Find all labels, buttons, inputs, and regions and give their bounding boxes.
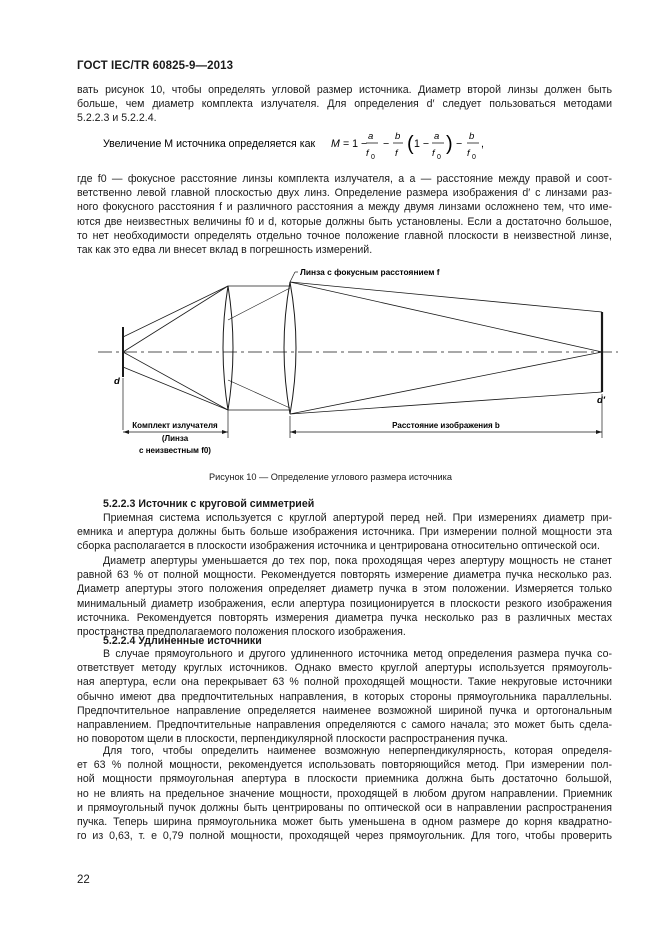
formula-f0: f [366, 148, 369, 159]
text-line: пространства предполагаемого положения плоского изображения. [77, 626, 406, 639]
formula-f0-sub-3: 0 [472, 154, 476, 161]
emitter-label-1: Комплект излучателя [132, 421, 218, 430]
text-line: направлением. Предпочтительные направления определяются с самого начала; это может быть сдела- [77, 719, 612, 732]
formula-f0-3: f [467, 148, 470, 159]
formula-f: f [395, 148, 398, 159]
paragraph-intro [77, 83, 612, 126]
text-line: Для того, чтобы определить наименее возможную неперпендикулярность, которая определя- [103, 745, 612, 757]
text-line: больше, чем диаметр комплекта излучателя. Для определения d′ следует пользоваться методами [77, 98, 612, 111]
formula-f0-sub: 0 [371, 154, 375, 161]
text-line: то нет необходимости определять отдельно точное положение главной плоскости в неизвестной линзе, [77, 229, 612, 242]
text-line: вать рисунок 10, чтобы определять угловой размер источника. Диаметр второй линзы должен быть [77, 84, 612, 96]
paragraph-elongated-1 [77, 647, 612, 746]
figure-caption: Рисунок 10 — Определение углового размера источника [209, 472, 452, 482]
text-line: где f0 — фокусное расстояние линзы комплекта излучателя, а a — расстояние между правой и соот- [77, 173, 612, 185]
formula-one-minus: 1 − [414, 138, 430, 150]
magnification-formula [103, 126, 623, 168]
text-line: обычно имеют два предпочтительных направления, в которых стороны прямоугольника параллельны. [77, 690, 612, 703]
text-line: 5.2.2.3 и 5.2.2.4. [77, 112, 157, 125]
formula-eq: = 1 − [343, 138, 368, 150]
paragraph-elongated-2 [77, 744, 612, 843]
text-line: равной 63 % от полной мощности. Рекомендуется повторять измерение диаметра пучка несколько раз. [77, 569, 612, 582]
text-line: так как это едва ли внесет вклад в погрешность измерений. [77, 244, 373, 257]
text-line: сборка располагается в плоскости изображения источника и центрирована относительно оптической оси. [77, 540, 600, 553]
text-line: го из 0,63, т. е 0,79 полной мощности, проходящей через прямоугольник. Для того, чтобы проверить [77, 830, 612, 843]
text-line: Предпочтительное направление определяется наименее возможной шириной пучка и ортогональным [77, 704, 612, 717]
formula-f0-2: f [432, 148, 435, 159]
focus-lens [284, 282, 296, 414]
figure-10-diagram [90, 260, 630, 465]
text-line: минимальный диаметр изображения, если апертура позиционируется в плоскости резкого изображения [77, 597, 612, 610]
text-line: ветственно левой главной плоскостью двух линз. Определение размера изображения d′ с линзами раз- [77, 187, 612, 200]
text-line: Диаметр апертуры этого положения определяет диаметр пучка в этом положении. Измеряется только [77, 583, 612, 596]
formula-b: b [395, 131, 401, 142]
formula-m: M [331, 138, 340, 150]
dprime-label: d′ [597, 395, 606, 406]
text-line: источника. Рекомендуется повторять измерения диаметра пучка несколько раз в различных местах [77, 611, 612, 624]
formula-paren-open: ( [407, 133, 414, 155]
formula-minus: − [383, 138, 390, 150]
standard-header: ГОСТ IEC/TR 60825-9—2013 [77, 60, 234, 72]
emitter-lens [223, 286, 233, 410]
text-line: ются две неизвестных величины f0 и d, которые должны быть установлены. Если a достаточно большое, [77, 215, 612, 228]
distance-label: Расстояние изображения b [392, 421, 500, 430]
text-line: емника и апертура должны быть больше изображения источника. При измерении полной мощности эта [77, 526, 612, 539]
formula-f0-sub-2: 0 [437, 154, 441, 161]
page-number: 22 [77, 874, 90, 886]
text-line: ответствует методу круглых источников. Однако вместо круглой апертуры используется прямоуголь- [77, 662, 612, 675]
text-line: но поворотом щели в плоскости, перпендикулярной плоскости распространения пучка. [77, 733, 508, 746]
text-line: ного фокусного расстояния f и различного расстояния a между двумя линзами осложнено тем, что име- [77, 201, 612, 214]
text-line: Диаметр апертуры уменьшается до тех пор, пока проходящая через апертуру мощность не станет [103, 555, 612, 567]
text-line: но не влиять на предельное значение мощности, проходящей в любом другом направлении. Приемник [77, 787, 612, 800]
text-line: пучка. Теперь ширина прямоугольника может быть уменьшена в одном размере до корня квадратно- [77, 816, 612, 829]
formula-b2: b [469, 131, 475, 142]
lens-label: Линза с фокусным расстоянием f [300, 267, 440, 277]
section-5-2-2-4-title: 5.2.2.4 Удлиненные источники [103, 635, 262, 647]
text-line: ная апертура, если она перекрывает 63 % полной проходящей мощности. Такие некруговые источники [77, 676, 612, 689]
formula-a: a [368, 131, 374, 142]
formula-paren-close: ) [446, 133, 453, 155]
formula-a2: a [434, 131, 440, 142]
text-line: ет 63 % полной мощности, рекомендуется использовать повторяющийся метод. При измерении пол- [77, 759, 612, 772]
text-line: Приемная система используется с круглой апертурой перед ней. При измерениях диаметр при- [103, 512, 612, 524]
emitter-label-3: с неизвестным f0) [139, 446, 211, 455]
paragraph-definitions [77, 172, 612, 257]
paragraph-circular-2 [77, 554, 612, 639]
emitter-label-2: (Линза [161, 434, 189, 443]
paragraph-circular-1 [77, 511, 612, 554]
text-line: ной мощности прямоугольная апертура в плоскости приемника должна быть достаточно большой, [77, 773, 612, 786]
text-line: В случае прямоугольного и другого удлиненного источника метод определения размера пучка со- [103, 648, 612, 660]
formula-prefix: Увеличение М источника определяется как [103, 138, 316, 150]
formula-minus-2: − [456, 138, 463, 150]
text-line: и прямоугольный пучок должны быть центрированы по оптической оси в направлении распространения [77, 801, 612, 814]
formula-tail: , [481, 138, 484, 150]
d-label: d [114, 376, 120, 387]
section-5-2-2-3-title: 5.2.2.3 Источник с круговой симметрией [103, 498, 315, 510]
